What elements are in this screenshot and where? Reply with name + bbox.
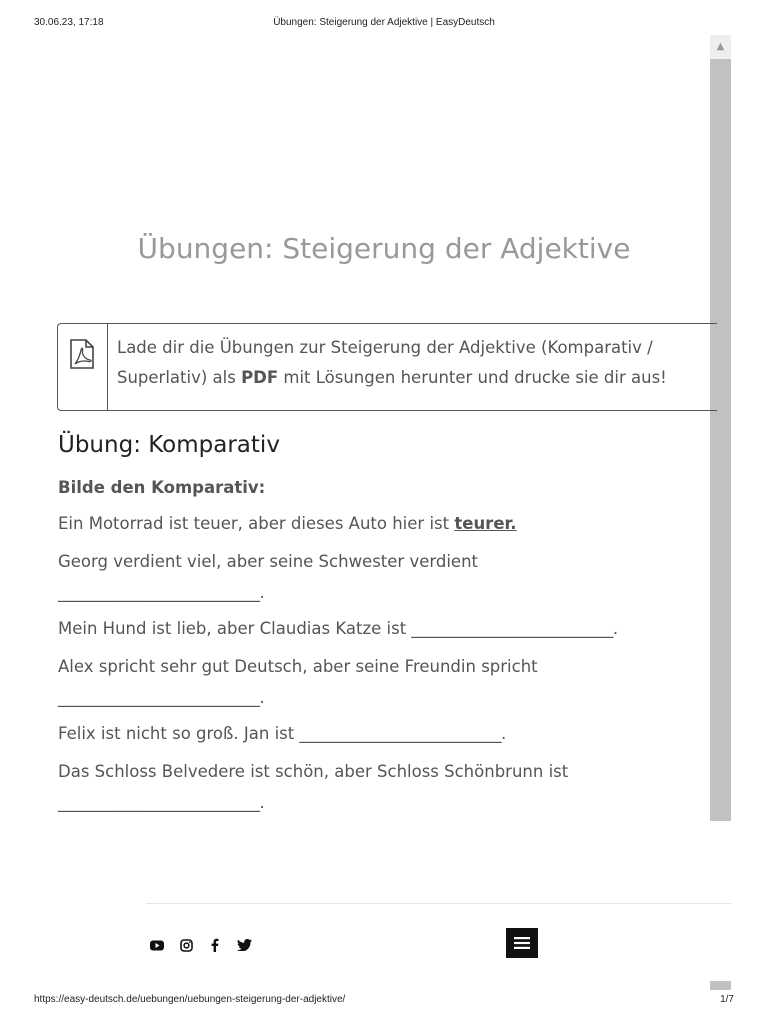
exercise-instruction: Bilde den Komparativ: [58,478,266,497]
pdf-icon-cell[interactable] [58,324,108,410]
youtube-icon[interactable] [149,937,165,953]
exercise-blank: __________________________. [58,793,265,812]
print-page-number: 1/7 [720,994,734,1005]
exercise-item [58,508,708,539]
exercise-item [58,756,708,818]
instagram-icon[interactable] [178,937,194,953]
section-heading: Übung: Komparativ [58,432,280,458]
scroll-thumb-bottom[interactable] [710,981,731,990]
scroll-up-arrow-icon[interactable]: ▲ [710,35,731,57]
footer-divider [146,903,732,904]
page-title: Übungen: Steigerung der Adjektive [137,232,631,265]
exercise-item [58,651,708,713]
exercise-item [58,718,708,749]
exercise-item [58,546,708,608]
exercise-blank: __________________________. [58,688,265,707]
scroll-thumb[interactable] [710,59,731,821]
exercise-item [58,613,708,644]
twitter-icon[interactable] [236,937,252,953]
exercise-blank: __________________________. [58,583,265,602]
exercise-answer: teurer. [454,514,517,533]
print-url: https://easy-deutsch.de/uebungen/uebungen-steigerung-der-adjektive/ [34,994,346,1005]
exercise-blank: __________________________. [411,619,618,638]
exercise-blank: __________________________. [299,724,506,743]
exercise-text: Georg verdient viel, aber seine Schwester verdient [58,552,479,571]
print-page-title: Übungen: Steigerung der Adjektive | EasyDeutsch [273,17,495,28]
hamburger-menu-icon[interactable] [506,928,538,958]
print-header [0,17,768,31]
print-footer [0,994,768,1008]
pdf-icon[interactable] [69,339,95,369]
download-text-part: Lade dir die Übungen zur Steigerung der Adjektive (Komparativ / Superlativ) als [117,338,653,387]
exercise-text: Mein Hund ist lieb, aber Claudias Katze ist [58,619,412,638]
pdf-download-text [117,333,707,392]
print-datetime: 30.06.23, 17:18 [34,17,104,28]
facebook-icon[interactable] [207,937,223,953]
download-text-part: mit Lösungen herunter und drucke sie dir aus! [278,367,667,387]
exercise-text: Das Schloss Belvedere ist schön, aber Schloss Schönbrunn ist [58,762,569,781]
exercise-text: Alex spricht sehr gut Deutsch, aber seine Freundin spricht [58,657,538,676]
download-pdf-link[interactable]: PDF [241,367,279,387]
pdf-download-box[interactable] [57,323,717,411]
scrollbar[interactable] [710,35,731,821]
exercise-text: Ein Motorrad ist teuer, aber dieses Auto hier ist [58,514,455,533]
exercise-text: Felix ist nicht so groß. Jan ist [58,724,300,743]
